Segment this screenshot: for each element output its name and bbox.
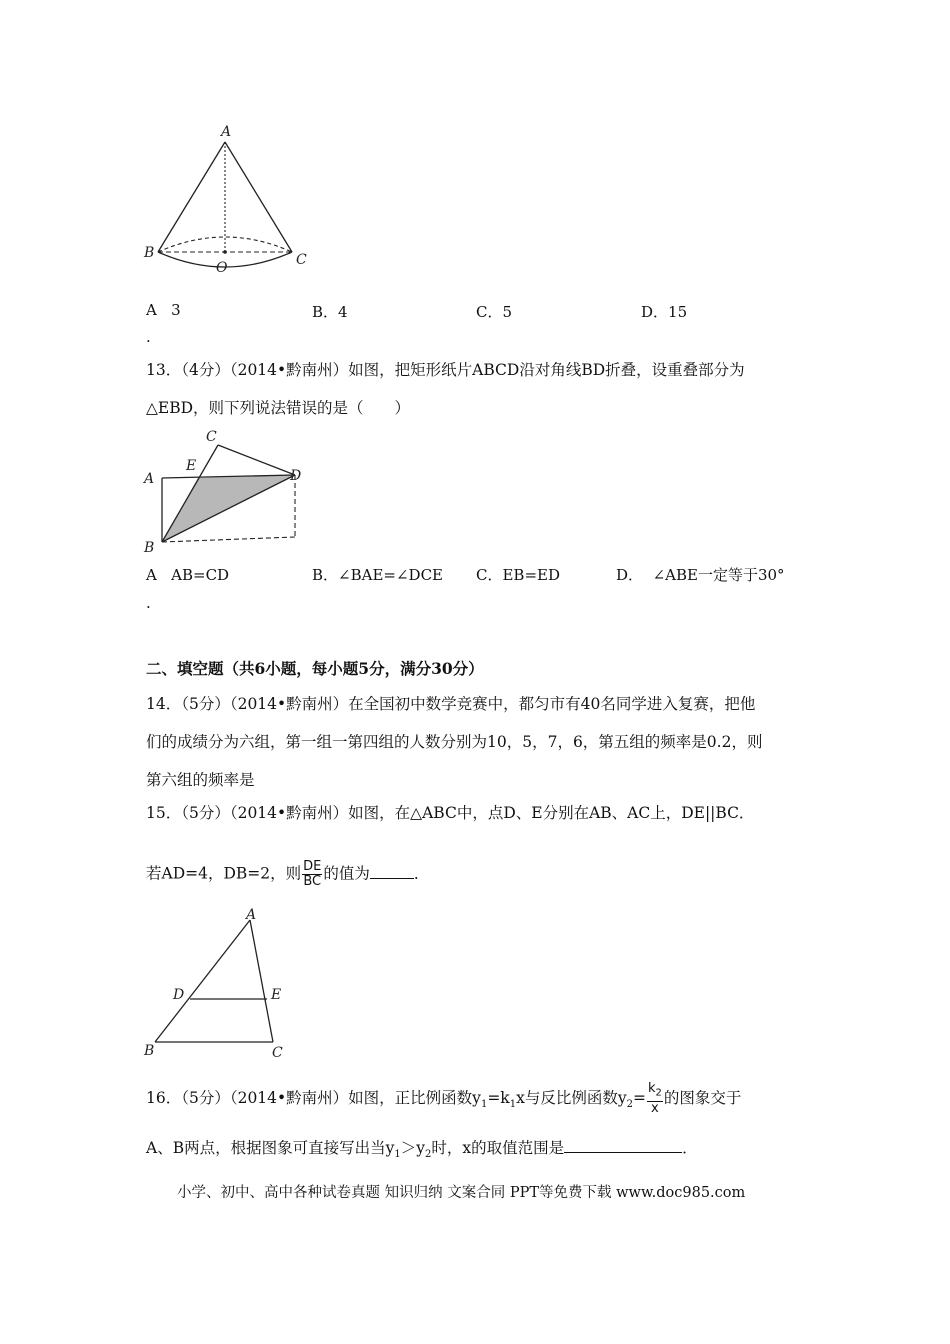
q15-line2-prefix: 若AD=4，DB=2，则 xyxy=(146,864,302,883)
q16-l2-sub1: 1 xyxy=(394,1149,401,1161)
cone-figure xyxy=(140,120,320,280)
q15-line2 xyxy=(146,860,429,889)
page-footer: 小学、初中、高中各种试卷真题 知识归纳 文案合同 PPT等免费下载 www.doc985.com xyxy=(177,1185,746,1201)
q16-line2-suffix: 时，x的取值范围是 xyxy=(431,1139,565,1157)
q12-option-c-text: 5 xyxy=(502,303,513,321)
q16-answer-blank[interactable] xyxy=(564,1138,682,1153)
q12-option-d-text: 15 xyxy=(668,303,688,321)
q12-option-c xyxy=(476,302,512,322)
q16-frac-num-sub: 2 xyxy=(655,1087,662,1099)
fold-label-b: B xyxy=(144,540,155,555)
q16-fraction xyxy=(647,1082,663,1116)
q13-line2: △EBD，则下列说法错误的是（ ） xyxy=(146,399,411,417)
q13-option-c-letter: C． xyxy=(476,566,503,584)
q13-option-b-letter: B． xyxy=(312,566,339,584)
q12-option-d xyxy=(641,302,687,322)
q15-line2-suffix: 的值为 xyxy=(323,864,370,883)
q16-mid2: x与反比例函数y xyxy=(516,1088,627,1107)
q15-line1: 15．（5分）（2014•黔南州）如图，在△ABC中，点D、E分别在AB、AC上，DE||BC． xyxy=(146,804,755,822)
q12-option-b xyxy=(312,302,348,322)
q13-option-b-text: ∠BAE=∠DCE xyxy=(338,566,443,584)
fold-figure xyxy=(140,425,320,555)
cone-label-a: A xyxy=(221,124,232,140)
cone-label-o: O xyxy=(216,260,228,276)
q13-option-a-text: AB=CD xyxy=(171,566,230,584)
q16-line1-prefix: 16．（5分）（2014•黔南州）如图，正比例函数y xyxy=(146,1088,481,1107)
q12-option-b-letter: B． xyxy=(312,303,339,321)
q15-fraction xyxy=(302,860,322,889)
fold-label-c: C xyxy=(206,429,217,445)
q16-line2 xyxy=(146,1138,698,1165)
tri-label-d: D xyxy=(173,987,185,1003)
q16-sub-k1: 1 xyxy=(509,1098,517,1110)
q13-option-d-letter: D． xyxy=(616,566,644,584)
fold-label-d: D xyxy=(290,468,302,484)
q16-l2-sub2: 2 xyxy=(424,1149,432,1161)
q12-trail-dot: . xyxy=(146,328,151,346)
q13-line1: 13．（4分）（2014•黔南州）如图，把矩形纸片ABCD沿对角线BD折叠，设重叠部分为 xyxy=(146,361,745,379)
section2-heading: 二、填空题（共6小题，每小题5分，满分30分） xyxy=(146,659,484,678)
q16-frac-num-k: k xyxy=(647,1081,656,1096)
q12-option-b-text: 4 xyxy=(338,303,348,321)
q16-sub-y1: 1 xyxy=(480,1098,488,1110)
q13-option-b xyxy=(312,565,443,585)
cone-label-b: B xyxy=(144,245,155,261)
fold-label-a: A xyxy=(144,471,155,487)
tri-label-b: B xyxy=(144,1043,155,1059)
q13-option-a xyxy=(146,565,229,585)
q16-line2-prefix: A、B两点，根据图象可直接写出当y xyxy=(146,1139,395,1157)
q15-answer-blank[interactable] xyxy=(370,864,414,879)
q12-option-d-letter: D． xyxy=(641,303,669,321)
q14-line3: 第六组的频率是 xyxy=(146,771,255,789)
q13-option-c-text: EB=ED xyxy=(502,566,561,584)
tri-label-e: E xyxy=(271,987,282,1003)
q16-mid3: = xyxy=(632,1088,646,1107)
q16-line1 xyxy=(146,1082,741,1116)
q14-line1: 14．（5分）（2014•黔南州）在全国初中数学竞赛中，都匀市有40名同学进入复赛，把他 xyxy=(146,695,756,713)
tri-label-a: A xyxy=(246,907,257,923)
q16-line1-suffix: 的图象交于 xyxy=(663,1088,742,1107)
q13-option-d xyxy=(616,565,785,585)
q13-trail-dot: . xyxy=(146,594,151,612)
q15-line2-end: ． xyxy=(413,864,430,883)
fold-label-e: E xyxy=(186,458,197,474)
q16-frac-num xyxy=(647,1082,663,1102)
q15-frac-num: DE xyxy=(303,859,322,874)
q16-sub-y2: 2 xyxy=(626,1098,633,1110)
q16-line2-end: ． xyxy=(682,1139,698,1157)
q13-option-a-letter: A xyxy=(146,566,157,584)
triangle-figure xyxy=(140,905,300,1065)
q13-option-d-text: ∠ABE一定等于30° xyxy=(652,566,785,584)
q16-frac-den: x xyxy=(651,1100,659,1116)
q16-mid1: =k xyxy=(487,1088,510,1107)
q12-option-a-letter: A xyxy=(146,301,157,319)
cone-label-c: C xyxy=(296,252,307,268)
q15-frac-den: BC xyxy=(303,874,322,889)
tri-label-c: C xyxy=(272,1045,283,1061)
q14-line2: 们的成绩分为六组，第一组一第四组的人数分别为10，5，7，6，第五组的频率是0.2，则 xyxy=(146,733,763,751)
q13-option-c xyxy=(476,565,560,585)
q16-l2-mid: ＞y xyxy=(400,1139,425,1157)
q12-option-a-text: 3 xyxy=(171,301,181,319)
q12-option-c-letter: C． xyxy=(476,303,503,321)
q12-option-a xyxy=(146,300,181,320)
